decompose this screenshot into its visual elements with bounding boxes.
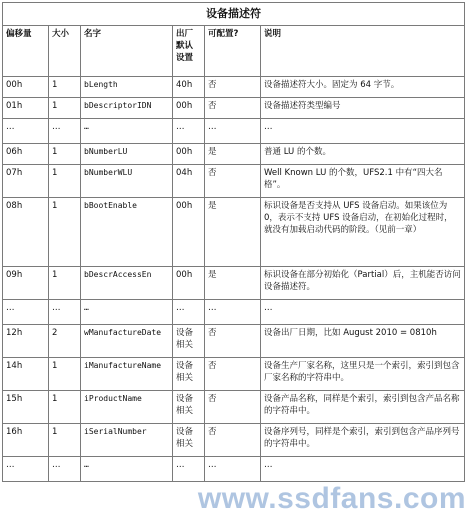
cell-offset: 09h — [3, 267, 49, 300]
table-row — [3, 358, 465, 391]
cell-description: 标识设备是否支持从 UFS 设备启动。如果该位为 0，表示不支持 UFS 设备启动，在初始化过程时，就没有加载启动代码的阶段。（见前一章） — [261, 198, 465, 267]
cell-description: 设备生产厂家名称，这里只是一个索引，索引到包含厂家名称的字符串中。 — [261, 358, 465, 391]
cell-default: … — [173, 457, 205, 482]
cell-size: 1 — [49, 358, 81, 391]
cell-name: iManufactureName — [81, 358, 173, 391]
cell-size: 1 — [49, 267, 81, 300]
cell-description: 设备序列号，同样是个索引，索引到包含产品序列号的字符串中。 — [261, 424, 465, 457]
cell-size: 1 — [49, 165, 81, 198]
cell-name: bNumberLU — [81, 144, 173, 165]
table-row — [3, 198, 465, 267]
cell-name: bBootEnable — [81, 198, 173, 267]
cell-configurable: … — [205, 457, 261, 482]
cell-configurable: 是 — [205, 198, 261, 267]
cell-name: iProductName — [81, 391, 173, 424]
cell-size: 1 — [49, 77, 81, 98]
cell-size: 1 — [49, 144, 81, 165]
cell-offset: 14h — [3, 358, 49, 391]
cell-size: … — [49, 119, 81, 144]
cell-size: 2 — [49, 325, 81, 358]
cell-offset: … — [3, 300, 49, 325]
header-default: 出厂默认设置 — [173, 26, 205, 77]
table-row — [3, 119, 465, 144]
cell-configurable: 是 — [205, 267, 261, 300]
cell-offset: 08h — [3, 198, 49, 267]
cell-configurable: 否 — [205, 424, 261, 457]
cell-offset: … — [3, 119, 49, 144]
cell-default: 04h — [173, 165, 205, 198]
cell-size: 1 — [49, 198, 81, 267]
cell-default: … — [173, 119, 205, 144]
cell-offset: 06h — [3, 144, 49, 165]
cell-offset: 00h — [3, 77, 49, 98]
cell-default: 设备相关 — [173, 391, 205, 424]
cell-name: … — [81, 300, 173, 325]
cell-name: bNumberWLU — [81, 165, 173, 198]
cell-default: … — [173, 300, 205, 325]
cell-description: 标识设备在部分初始化（Partial）后，主机能否访问设备描述符。 — [261, 267, 465, 300]
header-size: 大小 — [49, 26, 81, 77]
cell-default: 00h — [173, 198, 205, 267]
cell-description: … — [261, 119, 465, 144]
header-description: 说明 — [261, 26, 465, 77]
cell-description: 设备产品名称，同样是个索引，索引到包含产品名称的字符串中。 — [261, 391, 465, 424]
cell-offset: 16h — [3, 424, 49, 457]
cell-default: 00h — [173, 144, 205, 165]
table-row — [3, 457, 465, 482]
header-offset: 偏移量 — [3, 26, 49, 77]
device-descriptor-table — [2, 2, 465, 482]
descriptor-table-container — [2, 2, 465, 482]
cell-default: 00h — [173, 98, 205, 119]
cell-configurable: 是 — [205, 144, 261, 165]
cell-name: iSerialNumber — [81, 424, 173, 457]
cell-size: 1 — [49, 98, 81, 119]
cell-default: 设备相关 — [173, 325, 205, 358]
table-row — [3, 144, 465, 165]
header-configurable: 可配置? — [205, 26, 261, 77]
cell-offset: … — [3, 457, 49, 482]
header-name: 名字 — [81, 26, 173, 77]
table-row — [3, 165, 465, 198]
cell-configurable: 否 — [205, 391, 261, 424]
cell-size: 1 — [49, 424, 81, 457]
cell-size: … — [49, 300, 81, 325]
cell-configurable: 否 — [205, 358, 261, 391]
cell-name: bDescriptorIDN — [81, 98, 173, 119]
cell-name: wManufactureDate — [81, 325, 173, 358]
cell-offset: 01h — [3, 98, 49, 119]
cell-description: … — [261, 457, 465, 482]
watermark: www.ssdfans.com — [197, 482, 466, 515]
table-row — [3, 267, 465, 300]
cell-description: 普通 LU 的个数。 — [261, 144, 465, 165]
cell-offset: 15h — [3, 391, 49, 424]
cell-configurable: 否 — [205, 98, 261, 119]
cell-description: … — [261, 300, 465, 325]
table-title: 设备描述符 — [3, 3, 465, 26]
table-row — [3, 77, 465, 98]
table-row — [3, 424, 465, 457]
cell-configurable: … — [205, 300, 261, 325]
cell-name: bLength — [81, 77, 173, 98]
cell-description: 设备出厂日期，比如 August 2010 = 0810h — [261, 325, 465, 358]
table-row — [3, 98, 465, 119]
cell-name: … — [81, 457, 173, 482]
cell-configurable: 否 — [205, 325, 261, 358]
table-row — [3, 300, 465, 325]
cell-size: 1 — [49, 391, 81, 424]
cell-description: 设备描述符类型编号 — [261, 98, 465, 119]
header-row — [3, 26, 465, 77]
cell-name: bDescrAccessEn — [81, 267, 173, 300]
cell-configurable: 否 — [205, 165, 261, 198]
cell-description: 设备描述符大小。固定为 64 字节。 — [261, 77, 465, 98]
cell-default: 设备相关 — [173, 424, 205, 457]
cell-default: 00h — [173, 267, 205, 300]
cell-default: 设备相关 — [173, 358, 205, 391]
cell-default: 40h — [173, 77, 205, 98]
table-row — [3, 325, 465, 358]
cell-offset: 07h — [3, 165, 49, 198]
cell-size: … — [49, 457, 81, 482]
table-row — [3, 391, 465, 424]
cell-offset: 12h — [3, 325, 49, 358]
cell-configurable: … — [205, 119, 261, 144]
cell-name: … — [81, 119, 173, 144]
cell-description: Well Known LU 的个数，UFS2.1 中有“四大名格”。 — [261, 165, 465, 198]
cell-configurable: 否 — [205, 77, 261, 98]
